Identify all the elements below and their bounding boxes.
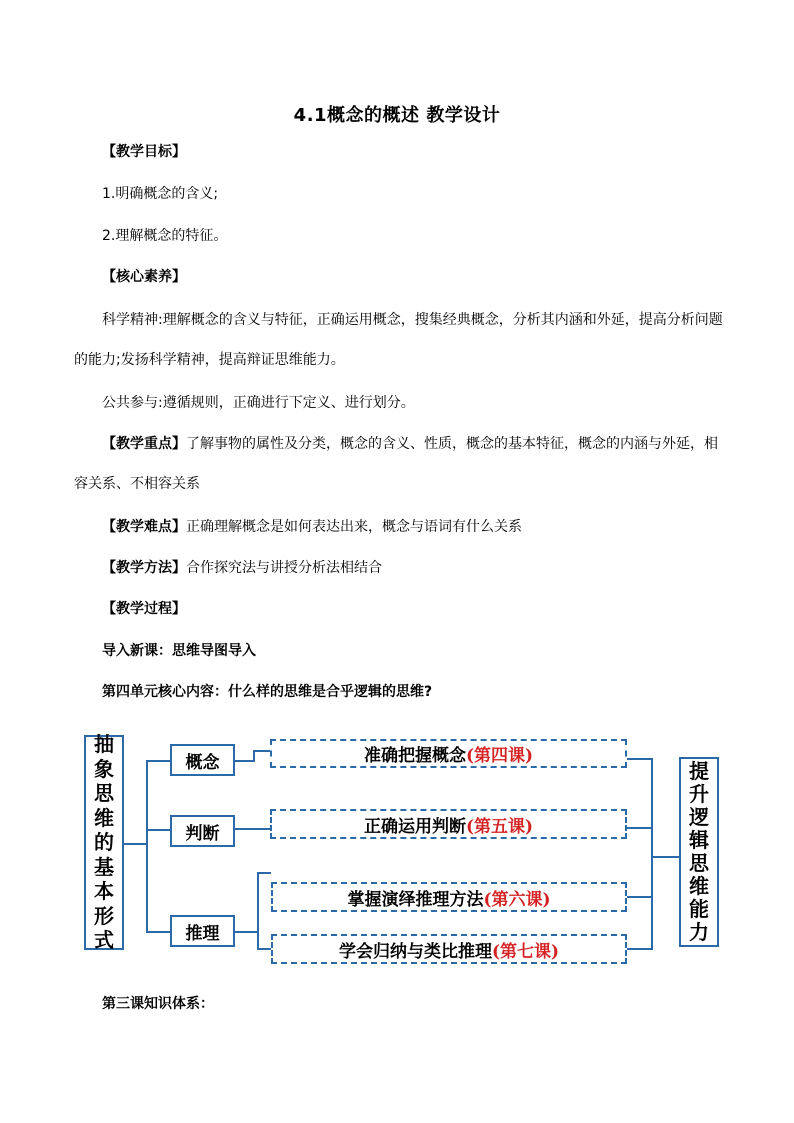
connector-to-concept [146, 760, 170, 762]
science-spirit-paragraph: 科学精神:理解概念的含义与特征，正确运用概念，搜集经典概念，分析其内涵和外延，提高分析问题的能力;发扬科学精神，提高辩证思维能力。 [74, 312, 723, 368]
goal-1: 1.明确概念的含义; [102, 186, 219, 202]
item-lesson-label: (第七课) [491, 941, 560, 962]
concept-box: 概念 [170, 744, 235, 776]
method-paragraph [74, 550, 730, 586]
connector-left-stub [124, 843, 146, 845]
lesson3-system-line: 第三课知识体系： [102, 996, 214, 1012]
left-box-char: 象 [94, 756, 114, 781]
process-heading: 【教学过程】 [102, 601, 186, 617]
item-lesson-label: (第五课) [465, 816, 534, 837]
connector-concept-right [235, 760, 253, 762]
right-box-char: 思 [689, 851, 709, 875]
connector-right-stub [651, 856, 679, 858]
connector-item1-right [627, 758, 652, 760]
method-text: 合作探究法与讲授分析法相结合 [186, 560, 382, 576]
item-box-lesson4 [270, 739, 627, 768]
connector-to-item1 [253, 750, 270, 752]
connector-to-item2 [235, 828, 270, 830]
connector-reasoning-vertical [257, 872, 259, 950]
connector-item2-right [627, 827, 652, 829]
page-title: 4.1概念的概述 教学设计 [293, 105, 501, 126]
left-box-char: 思 [94, 781, 114, 806]
difficulty-label: 【教学难点】 [102, 519, 186, 535]
difficulty-paragraph [74, 509, 730, 545]
right-box-char: 力 [689, 920, 709, 944]
abstract-thinking-forms-box [84, 732, 124, 953]
connector-item3-right [627, 896, 652, 898]
item-box-lesson5 [270, 809, 627, 839]
key-points-text: 了解事物的属性及分类，概念的含义、性质，概念的基本特征，概念的内涵与外延，相容关系、不相容关系 [74, 436, 718, 492]
left-box-char: 本 [94, 879, 114, 904]
literacy-heading: 【核心素养】 [102, 269, 186, 285]
right-box-char: 辑 [689, 828, 709, 852]
key-points-label: 【教学重点】 [102, 436, 186, 452]
judgment-box: 判断 [170, 815, 235, 847]
method-label: 【教学方法】 [102, 560, 186, 576]
right-box-char: 逻 [689, 805, 709, 829]
connector-reasoning-right [235, 931, 258, 933]
left-box-char: 维 [94, 805, 114, 830]
right-box-char: 维 [689, 874, 709, 898]
key-points-paragraph [74, 424, 730, 504]
unit-core-line: 第四单元核心内容：什么样的思维是合乎逻辑的思维? [102, 684, 433, 700]
connector-right-vertical [651, 758, 653, 950]
connector-item4-right [627, 948, 652, 950]
left-box-char: 抽 [94, 732, 114, 757]
item-lesson-label: (第四课) [465, 746, 534, 766]
connector-left-vertical [146, 760, 148, 932]
item-text: 学会归纳与类比推理 [338, 941, 492, 962]
connector-to-reasoning [146, 931, 170, 933]
right-box-char: 提 [689, 759, 709, 783]
item-text: 正确运用判断 [363, 816, 466, 837]
item-box-lesson7 [271, 934, 627, 964]
left-box-char: 的 [94, 830, 114, 855]
left-box-char: 式 [94, 928, 114, 953]
left-box-char: 基 [94, 854, 114, 879]
improve-logical-thinking-box [679, 757, 719, 947]
public-participation-paragraph: 公共参与:遵循规则，正确进行下定义、进行划分。 [102, 395, 415, 411]
connector-to-item4 [257, 948, 271, 950]
reasoning-box: 推理 [170, 915, 235, 947]
right-box-char: 升 [689, 782, 709, 806]
item-text: 准确把握概念 [363, 746, 466, 766]
item-lesson-label: (第六课) [483, 889, 551, 910]
intro-line: 导入新课：思维导图导入 [102, 643, 256, 659]
item-box-lesson6 [271, 882, 627, 912]
difficulty-text: 正确理解概念是如何表达出来，概念与语词有什么关系 [186, 519, 522, 535]
connector-to-judgment [146, 829, 170, 831]
left-box-char: 形 [94, 903, 114, 928]
right-box-char: 能 [689, 897, 709, 921]
goal-2: 2.理解概念的特征。 [102, 228, 228, 244]
item-text: 掌握演绎推理方法 [347, 889, 484, 910]
connector-to-item3 [257, 872, 271, 874]
goals-heading: 【教学目标】 [102, 144, 186, 160]
